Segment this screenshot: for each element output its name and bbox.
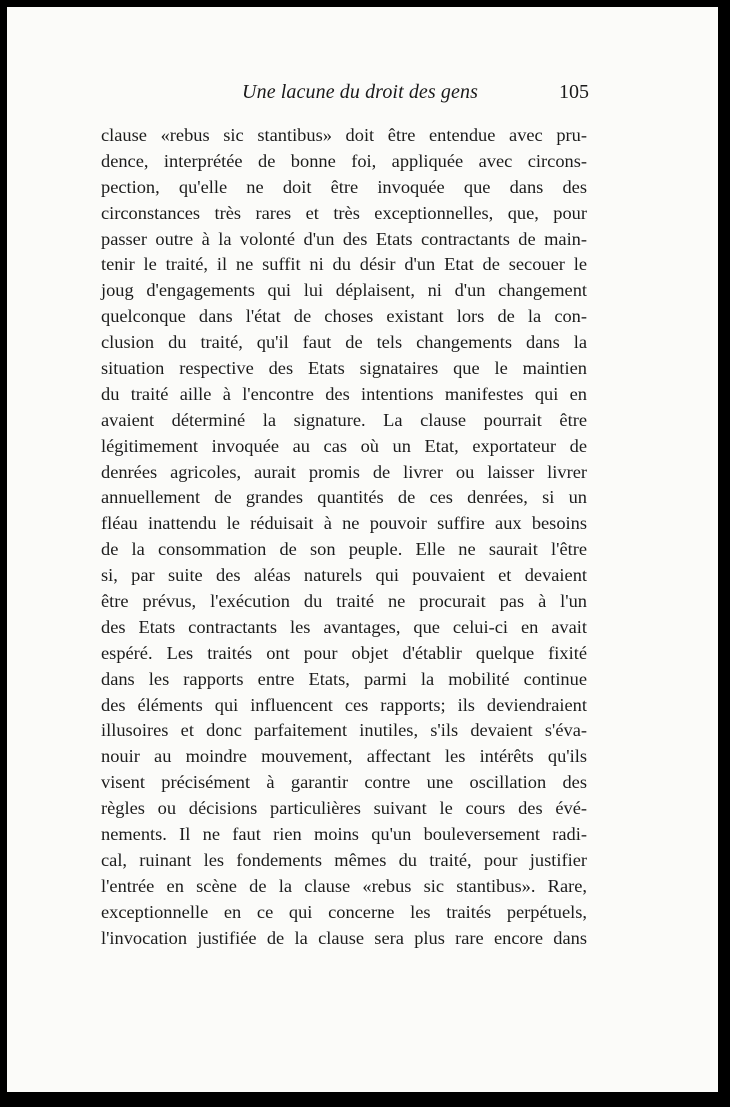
- body-paragraph: [101, 123, 587, 952]
- text-line: des Etats contractants les avantages, que celui-ci en avait: [101, 616, 587, 637]
- text-line: passer outre à la volonté d'un des Etats contractants de main-: [101, 228, 587, 249]
- text-line: l'invocation justifiée de la clause sera plus rare encore dans: [101, 927, 587, 948]
- text-line: dans les rapports entre Etats, parmi la mobilité continue: [101, 668, 587, 689]
- page-number: 105: [559, 81, 589, 103]
- text-line: nouir au moindre mouvement, affectant les intérêts qu'ils: [101, 746, 587, 767]
- text-line: clause «rebus sic stantibus» doit être entendue avec pru-: [101, 125, 587, 145]
- text-line: denrées agricoles, aurait promis de livrer ou laisser livrer: [101, 461, 587, 482]
- text-line: dence, interprétée de bonne foi, appliquée avec circons-: [101, 150, 587, 171]
- running-head: [101, 79, 589, 109]
- book-page: [7, 7, 718, 1092]
- text-line: fléau inattendu le réduisait à ne pouvoir suffire aux besoins: [101, 513, 587, 534]
- text-line: circonstances très rares et très exceptionnelles, que, pour: [101, 202, 587, 223]
- text-line: exceptionnelle en ce qui concerne les traités perpétuels,: [101, 901, 587, 922]
- text-line: avaient déterminé la signature. La clause pourrait être: [101, 409, 587, 430]
- text-line: espéré. Les traités ont pour objet d'établir quelque fixité: [101, 642, 587, 663]
- running-title: Une lacune du droit des gens: [242, 81, 478, 103]
- text-line: de la consommation de son peuple. Elle ne saurait l'être: [101, 539, 587, 560]
- text-line: l'entrée en scène de la clause «rebus sic stantibus». Rare,: [101, 875, 587, 896]
- text-line: être prévus, l'exécution du traité ne procurait pas à l'un: [101, 591, 587, 612]
- text-line: pection, qu'elle ne doit être invoquée que dans des: [101, 176, 587, 197]
- text-line: cal, ruinant les fondements mêmes du traité, pour justifier: [101, 849, 587, 870]
- text-line: illusoires et donc parfaitement inutiles, s'ils devaient s'éva-: [101, 720, 587, 741]
- text-line: clusion du traité, qu'il faut de tels changements dans la: [101, 332, 587, 353]
- text-line: annuellement de grandes quantités de ces denrées, si un: [101, 487, 587, 508]
- text-line: quelconque dans l'état de choses existant lors de la con-: [101, 306, 587, 327]
- text-line: nements. Il ne faut rien moins qu'un bouleversement radi-: [101, 824, 587, 845]
- text-line: règles ou décisions particulières suivant le cours des évé-: [101, 798, 587, 819]
- text-line: légitimement invoquée au cas où un Etat, exportateur de: [101, 435, 587, 456]
- text-line: si, par suite des aléas naturels qui pouvaient et devaient: [101, 565, 587, 586]
- text-line: visent précisément à garantir contre une oscillation des: [101, 772, 587, 793]
- text-line: tenir le traité, il ne suffit ni du désir d'un Etat de secouer le: [101, 254, 587, 275]
- text-line: du traité aille à l'encontre des intentions manifestes qui en: [101, 383, 587, 404]
- text-line: des éléments qui influencent ces rapports; ils deviendraient: [101, 694, 587, 715]
- text-line: situation respective des Etats signataires que le maintien: [101, 358, 587, 379]
- text-line: joug d'engagements qui lui déplaisent, ni d'un changement: [101, 280, 587, 301]
